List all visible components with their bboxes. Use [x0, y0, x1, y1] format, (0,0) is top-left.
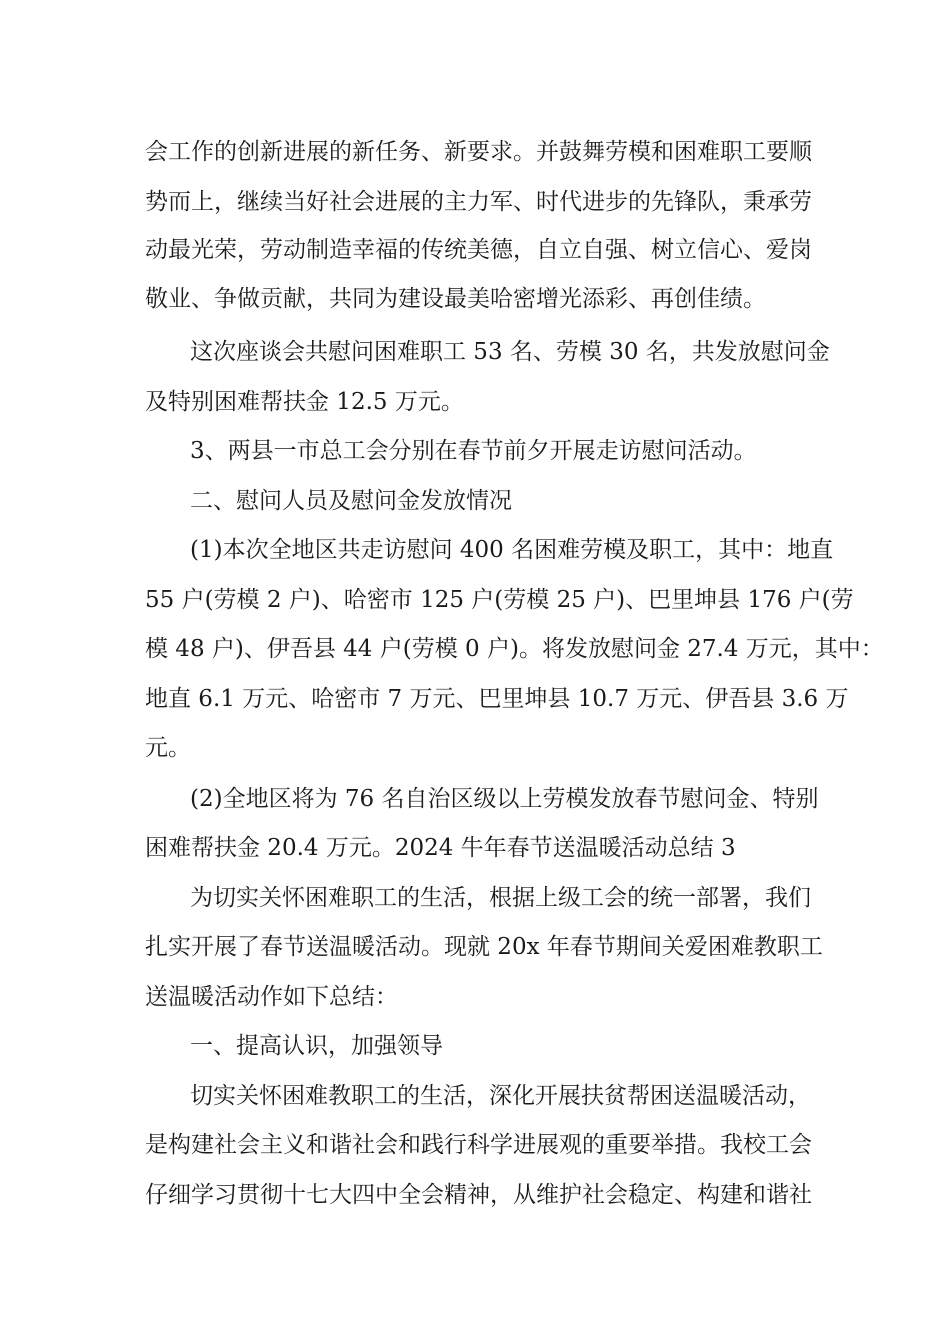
body-text-line: 地直 6.1 万元、哈密市 7 万元、巴里坤县 10.7 万元、伊吾县 3.6 万 — [145, 686, 849, 712]
body-text-line: 会工作的创新进展的新任务、新要求。并鼓舞劳模和困难职工要顺 — [145, 139, 812, 165]
section-heading: 一、提高认识，加强领导 — [190, 1033, 443, 1059]
body-text-line: (2)全地区将为 76 名自治区级以上劳模发放春节慰问金、特别 — [190, 786, 819, 812]
body-text-line: 势而上，继续当好社会进展的主力军、时代进步的先锋队，秉承劳 — [145, 189, 812, 215]
section-heading: 二、慰问人员及慰问金发放情况 — [190, 488, 512, 514]
body-text-line: 元。 — [145, 735, 191, 761]
body-text-line: 扎实开展了春节送温暖活动。现就 20x 年春节期间关爱困难教职工 — [145, 934, 823, 960]
body-text-line: 及特别困难帮扶金 12.5 万元。 — [145, 389, 464, 415]
body-text-line: (1)本次全地区共走访慰问 400 名困难劳模及职工，其中：地直 — [190, 537, 834, 563]
body-text-line: 送温暖活动作如下总结： — [145, 984, 398, 1010]
section-item: 3、两县一市总工会分别在春节前夕开展走访慰问活动。 — [190, 438, 757, 464]
body-text-line: 困难帮扶金 20.4 万元。2024 牛年春节送温暖活动总结 3 — [145, 835, 736, 861]
body-text-line: 动最光荣，劳动制造幸福的传统美德，自立自强、树立信心、爱岗 — [145, 237, 812, 263]
body-text-line: 切实关怀困难教职工的生活，深化开展扶贫帮困送温暖活动， — [190, 1083, 811, 1109]
body-text-line: 为切实关怀困难职工的生活，根据上级工会的统一部署，我们 — [190, 885, 811, 911]
body-text-line: 是构建社会主义和谐社会和践行科学进展观的重要举措。我校工会 — [145, 1132, 812, 1158]
body-text-line: 仔细学习贯彻十七大四中全会精神，从维护社会稳定、构建和谐社 — [145, 1182, 812, 1208]
body-text-line: 敬业、争做贡献，共同为建设最美哈密增光添彩、再创佳绩。 — [145, 286, 766, 312]
body-text-line: 模 48 户)、伊吾县 44 户(劳模 0 户)。将发放慰问金 27.4 万元，其中： — [145, 636, 884, 662]
body-text-line: 这次座谈会共慰问困难职工 53 名、劳模 30 名，共发放慰问金 — [190, 339, 830, 365]
body-text-line: 55 户(劳模 2 户)、哈密市 125 户(劳模 25 户)、巴里坤县 176 户(劳 — [145, 587, 854, 613]
